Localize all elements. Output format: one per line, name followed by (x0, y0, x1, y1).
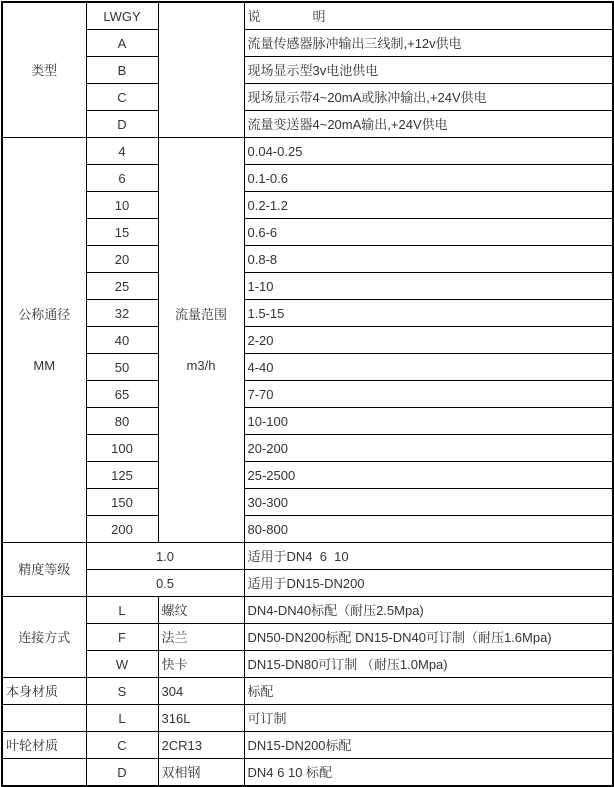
material-name-cell: 双相钢 (158, 759, 244, 787)
material-code-cell: D (86, 759, 158, 787)
accuracy-desc-cell: 适用于DN4 6 10 (244, 543, 613, 570)
flow-range-cell: 0.1-0.6 (244, 165, 613, 192)
diameter-section-label (2, 138, 86, 543)
desc-header-cell: 说 明 (244, 2, 613, 30)
model-code-header-cell: LWGY (86, 2, 158, 30)
dn-value-cell: 6 (86, 165, 158, 192)
dn-value-cell: 20 (86, 246, 158, 273)
flow-range-cell: 20-200 (244, 435, 613, 462)
type-code-cell: C (86, 84, 158, 111)
flow-range-cell: 1.5-15 (244, 300, 613, 327)
type-section-label: 类型 (2, 2, 86, 138)
empty-label-cell (2, 705, 86, 732)
dn-value-cell: 40 (86, 327, 158, 354)
material-desc-cell: 标配 (244, 678, 613, 705)
accuracy-desc-cell: 适用于DN15-DN200 (244, 570, 613, 597)
type-desc-cell: 现场显示带4~20mA或脉冲输出,+24V供电 (244, 84, 613, 111)
material-desc-cell: DN15-DN200标配 (244, 732, 613, 759)
flow-range-cell: 4-40 (244, 354, 613, 381)
flow-range-cell: 0.04-0.25 (244, 138, 613, 165)
type-code-cell: B (86, 57, 158, 84)
accuracy-grade-cell: 1.0 (86, 543, 244, 570)
dn-value-cell: 100 (86, 435, 158, 462)
material-code-cell: L (86, 705, 158, 732)
flow-range-cell: 0.6-6 (244, 219, 613, 246)
type-desc-cell: 流量变送器4~20mA输出,+24V供电 (244, 111, 613, 138)
dn-value-cell: 10 (86, 192, 158, 219)
empty-label-cell (2, 759, 86, 787)
connection-code-cell: F (86, 624, 158, 651)
impeller-material-section-label: 叶轮材质 (2, 732, 86, 759)
type-code-cell: D (86, 111, 158, 138)
connection-name-cell: 螺纹 (158, 597, 244, 624)
dn-value-cell: 200 (86, 516, 158, 543)
flow-range-cell: 80-800 (244, 516, 613, 543)
material-name-cell: 304 (158, 678, 244, 705)
flow-range-cell: 0.2-1.2 (244, 192, 613, 219)
flow-range-cell: 0.8-8 (244, 246, 613, 273)
flow-range-label-line1: 流量范围 (174, 307, 227, 322)
accuracy-section-label: 精度等级 (2, 543, 86, 597)
material-name-cell: 2CR13 (158, 732, 244, 759)
accuracy-grade-cell: 0.5 (86, 570, 244, 597)
dn-value-cell: 25 (86, 273, 158, 300)
type-empty-cell (158, 2, 244, 138)
dn-value-cell: 150 (86, 489, 158, 516)
connection-section-label: 连接方式 (2, 597, 86, 678)
dn-value-cell: 15 (86, 219, 158, 246)
connection-code-cell: W (86, 651, 158, 678)
body-material-section-label: 本身材质 (2, 678, 86, 705)
flow-range-cell: 2-20 (244, 327, 613, 354)
material-desc-cell: DN4 6 10 标配 (244, 759, 613, 787)
material-code-cell: C (86, 732, 158, 759)
type-code-cell: A (86, 30, 158, 57)
dn-value-cell: 4 (86, 138, 158, 165)
material-name-cell: 316L (158, 705, 244, 732)
flow-range-cell: 7-70 (244, 381, 613, 408)
connection-desc-cell: DN50-DN200标配 DN15-DN40可订制（耐压1.6Mpa) (244, 624, 613, 651)
material-desc-cell: 可订制 (244, 705, 613, 732)
dn-value-cell: 65 (86, 381, 158, 408)
diameter-label-line2: MM (33, 358, 56, 373)
flow-range-cell: 25-2500 (244, 462, 613, 489)
connection-code-cell: L (86, 597, 158, 624)
connection-name-cell: 法兰 (158, 624, 244, 651)
connection-desc-cell: DN15-DN80可订制 （耐压1.0Mpa) (244, 651, 613, 678)
flow-range-cell: 1-10 (244, 273, 613, 300)
diameter-label-line1: 公称通径 (18, 307, 71, 322)
spec-table (1, 1, 614, 787)
flow-range-label-cell (158, 138, 244, 543)
dn-value-cell: 125 (86, 462, 158, 489)
dn-value-cell: 80 (86, 408, 158, 435)
material-code-cell: S (86, 678, 158, 705)
dn-value-cell: 50 (86, 354, 158, 381)
type-desc-cell: 现场显示型3v电池供电 (244, 57, 613, 84)
flow-range-cell: 10-100 (244, 408, 613, 435)
connection-name-cell: 快卡 (158, 651, 244, 678)
dn-value-cell: 32 (86, 300, 158, 327)
connection-desc-cell: DN4-DN40标配（耐压2.5Mpa) (244, 597, 613, 624)
flow-range-cell: 30-300 (244, 489, 613, 516)
type-desc-cell: 流量传感器脉冲输出三线制,+12v供电 (244, 30, 613, 57)
flow-range-label-line2: m3/h (186, 358, 216, 373)
